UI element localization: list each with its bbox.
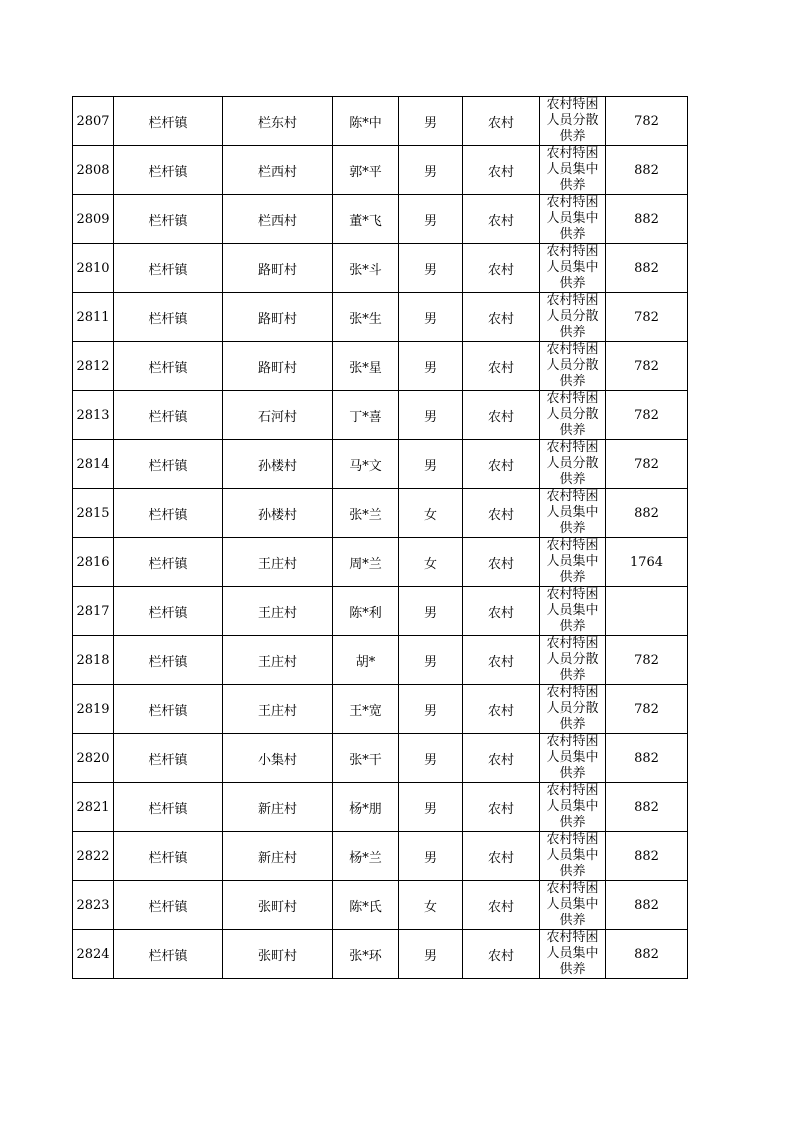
village-cell: 张町村 (223, 881, 333, 930)
support-category-cell (540, 146, 606, 195)
amount-cell: 782 (606, 342, 688, 391)
support-category-cell (540, 97, 606, 146)
row-number-cell: 2815 (73, 489, 114, 538)
town-cell: 栏杆镇 (114, 244, 223, 293)
amount-cell: 882 (606, 881, 688, 930)
person-name-cell: 杨*兰 (333, 832, 399, 881)
row-number-cell: 2816 (73, 538, 114, 587)
table-row (73, 587, 688, 636)
area-type-cell: 农村 (463, 97, 540, 146)
support-category-text: 农村特困人员分散供养 (546, 293, 599, 340)
table-row (73, 97, 688, 146)
row-number-cell: 2817 (73, 587, 114, 636)
village-cell: 孙楼村 (223, 489, 333, 538)
support-category-text: 农村特困人员集中供养 (546, 783, 599, 830)
town-cell: 栏杆镇 (114, 881, 223, 930)
village-cell: 张町村 (223, 930, 333, 979)
row-number-cell: 2809 (73, 195, 114, 244)
gender-cell: 女 (399, 489, 463, 538)
support-category-cell (540, 930, 606, 979)
amount-cell: 882 (606, 146, 688, 195)
person-name-cell: 陈*中 (333, 97, 399, 146)
support-category-cell (540, 195, 606, 244)
village-cell: 栏西村 (223, 195, 333, 244)
support-category-cell (540, 440, 606, 489)
gender-cell: 男 (399, 244, 463, 293)
person-name-cell: 张*星 (333, 342, 399, 391)
gender-cell: 男 (399, 391, 463, 440)
support-category-text: 农村特困人员集中供养 (546, 146, 599, 193)
table-row (73, 881, 688, 930)
town-cell: 栏杆镇 (114, 734, 223, 783)
area-type-cell: 农村 (463, 293, 540, 342)
gender-cell: 女 (399, 881, 463, 930)
table-row (73, 391, 688, 440)
town-cell: 栏杆镇 (114, 195, 223, 244)
village-cell: 王庄村 (223, 685, 333, 734)
support-category-cell (540, 342, 606, 391)
village-cell: 新庄村 (223, 783, 333, 832)
area-type-cell: 农村 (463, 342, 540, 391)
row-number-cell: 2808 (73, 146, 114, 195)
amount-cell: 782 (606, 97, 688, 146)
town-cell: 栏杆镇 (114, 538, 223, 587)
gender-cell: 男 (399, 930, 463, 979)
support-category-cell (540, 734, 606, 783)
table-row (73, 538, 688, 587)
gender-cell: 男 (399, 636, 463, 685)
support-category-cell (540, 636, 606, 685)
area-type-cell: 农村 (463, 930, 540, 979)
row-number-cell: 2819 (73, 685, 114, 734)
area-type-cell: 农村 (463, 538, 540, 587)
town-cell: 栏杆镇 (114, 636, 223, 685)
support-category-cell (540, 391, 606, 440)
amount-cell: 782 (606, 293, 688, 342)
support-category-cell (540, 881, 606, 930)
support-category-text: 农村特困人员分散供养 (546, 440, 599, 487)
amount-cell: 782 (606, 685, 688, 734)
row-number-cell: 2814 (73, 440, 114, 489)
gender-cell: 男 (399, 146, 463, 195)
person-name-cell: 张*生 (333, 293, 399, 342)
row-number-cell: 2807 (73, 97, 114, 146)
amount-cell: 782 (606, 391, 688, 440)
support-category-text: 农村特困人员分散供养 (546, 636, 599, 683)
table-body (73, 97, 688, 979)
person-name-cell: 马*文 (333, 440, 399, 489)
row-number-cell: 2820 (73, 734, 114, 783)
area-type-cell: 农村 (463, 587, 540, 636)
area-type-cell: 农村 (463, 146, 540, 195)
area-type-cell: 农村 (463, 489, 540, 538)
person-name-cell: 胡* (333, 636, 399, 685)
amount-cell: 882 (606, 195, 688, 244)
support-category-cell (540, 685, 606, 734)
row-number-cell: 2810 (73, 244, 114, 293)
table-row (73, 342, 688, 391)
support-category-text: 农村特困人员集中供养 (546, 195, 599, 242)
village-cell: 路町村 (223, 342, 333, 391)
area-type-cell: 农村 (463, 832, 540, 881)
table-row (73, 244, 688, 293)
amount-cell: 882 (606, 734, 688, 783)
gender-cell: 女 (399, 538, 463, 587)
table-row (73, 636, 688, 685)
town-cell: 栏杆镇 (114, 293, 223, 342)
area-type-cell: 农村 (463, 440, 540, 489)
amount-cell: 882 (606, 244, 688, 293)
support-category-text: 农村特困人员分散供养 (546, 97, 599, 144)
person-name-cell: 丁*喜 (333, 391, 399, 440)
area-type-cell: 农村 (463, 881, 540, 930)
town-cell: 栏杆镇 (114, 832, 223, 881)
village-cell: 王庄村 (223, 636, 333, 685)
support-category-cell (540, 293, 606, 342)
person-name-cell: 张*环 (333, 930, 399, 979)
table-row (73, 930, 688, 979)
amount-cell: 882 (606, 783, 688, 832)
person-name-cell: 周*兰 (333, 538, 399, 587)
support-category-text: 农村特困人员集中供养 (546, 244, 599, 291)
town-cell: 栏杆镇 (114, 783, 223, 832)
gender-cell: 男 (399, 97, 463, 146)
row-number-cell: 2818 (73, 636, 114, 685)
support-category-text: 农村特困人员集中供养 (546, 881, 599, 928)
person-name-cell: 张*兰 (333, 489, 399, 538)
support-category-text: 农村特困人员集中供养 (546, 538, 599, 585)
village-cell: 路町村 (223, 244, 333, 293)
town-cell: 栏杆镇 (114, 391, 223, 440)
amount-cell: 882 (606, 489, 688, 538)
support-category-text: 农村特困人员集中供养 (546, 930, 599, 977)
amount-cell: 882 (606, 832, 688, 881)
row-number-cell: 2822 (73, 832, 114, 881)
area-type-cell: 农村 (463, 391, 540, 440)
village-cell: 王庄村 (223, 587, 333, 636)
row-number-cell: 2823 (73, 881, 114, 930)
row-number-cell: 2813 (73, 391, 114, 440)
support-category-cell (540, 244, 606, 293)
support-category-text: 农村特困人员分散供养 (546, 391, 599, 438)
person-name-cell: 王*宽 (333, 685, 399, 734)
amount-cell: 1764 (606, 538, 688, 587)
person-name-cell: 杨*朋 (333, 783, 399, 832)
person-name-cell: 陈*利 (333, 587, 399, 636)
table-row (73, 489, 688, 538)
town-cell: 栏杆镇 (114, 685, 223, 734)
table-row (73, 734, 688, 783)
relief-recipients-table (72, 96, 688, 979)
table-row (73, 440, 688, 489)
town-cell: 栏杆镇 (114, 587, 223, 636)
village-cell: 石河村 (223, 391, 333, 440)
support-category-text: 农村特困人员分散供养 (546, 342, 599, 389)
support-category-text: 农村特困人员集中供养 (546, 832, 599, 879)
support-category-text: 农村特困人员集中供养 (546, 489, 599, 536)
support-category-text: 农村特困人员分散供养 (546, 685, 599, 732)
gender-cell: 男 (399, 685, 463, 734)
area-type-cell: 农村 (463, 244, 540, 293)
amount-cell: 882 (606, 930, 688, 979)
town-cell: 栏杆镇 (114, 97, 223, 146)
town-cell: 栏杆镇 (114, 342, 223, 391)
gender-cell: 男 (399, 440, 463, 489)
person-name-cell: 陈*氏 (333, 881, 399, 930)
gender-cell: 男 (399, 587, 463, 636)
row-number-cell: 2811 (73, 293, 114, 342)
table-row (73, 146, 688, 195)
row-number-cell: 2812 (73, 342, 114, 391)
amount-cell: 782 (606, 636, 688, 685)
area-type-cell: 农村 (463, 734, 540, 783)
person-name-cell: 郭*平 (333, 146, 399, 195)
gender-cell: 男 (399, 783, 463, 832)
table-row (73, 293, 688, 342)
village-cell: 小集村 (223, 734, 333, 783)
village-cell: 王庄村 (223, 538, 333, 587)
table-row (73, 195, 688, 244)
area-type-cell: 农村 (463, 195, 540, 244)
village-cell: 路町村 (223, 293, 333, 342)
gender-cell: 男 (399, 293, 463, 342)
town-cell: 栏杆镇 (114, 489, 223, 538)
support-category-text: 农村特困人员集中供养 (546, 587, 599, 634)
town-cell: 栏杆镇 (114, 440, 223, 489)
table-row (73, 832, 688, 881)
area-type-cell: 农村 (463, 636, 540, 685)
village-cell: 栏西村 (223, 146, 333, 195)
support-category-cell (540, 832, 606, 881)
gender-cell: 男 (399, 342, 463, 391)
support-category-cell (540, 538, 606, 587)
area-type-cell: 农村 (463, 685, 540, 734)
person-name-cell: 董*飞 (333, 195, 399, 244)
row-number-cell: 2824 (73, 930, 114, 979)
area-type-cell: 农村 (463, 783, 540, 832)
table-row (73, 685, 688, 734)
amount-cell: 782 (606, 440, 688, 489)
village-cell: 孙楼村 (223, 440, 333, 489)
support-category-cell (540, 783, 606, 832)
amount-cell (606, 587, 688, 636)
village-cell: 栏东村 (223, 97, 333, 146)
person-name-cell: 张*干 (333, 734, 399, 783)
village-cell: 新庄村 (223, 832, 333, 881)
gender-cell: 男 (399, 734, 463, 783)
row-number-cell: 2821 (73, 783, 114, 832)
support-category-text: 农村特困人员集中供养 (546, 734, 599, 781)
person-name-cell: 张*斗 (333, 244, 399, 293)
town-cell: 栏杆镇 (114, 930, 223, 979)
town-cell: 栏杆镇 (114, 146, 223, 195)
gender-cell: 男 (399, 832, 463, 881)
table-row (73, 783, 688, 832)
support-category-cell (540, 489, 606, 538)
gender-cell: 男 (399, 195, 463, 244)
support-category-cell (540, 587, 606, 636)
